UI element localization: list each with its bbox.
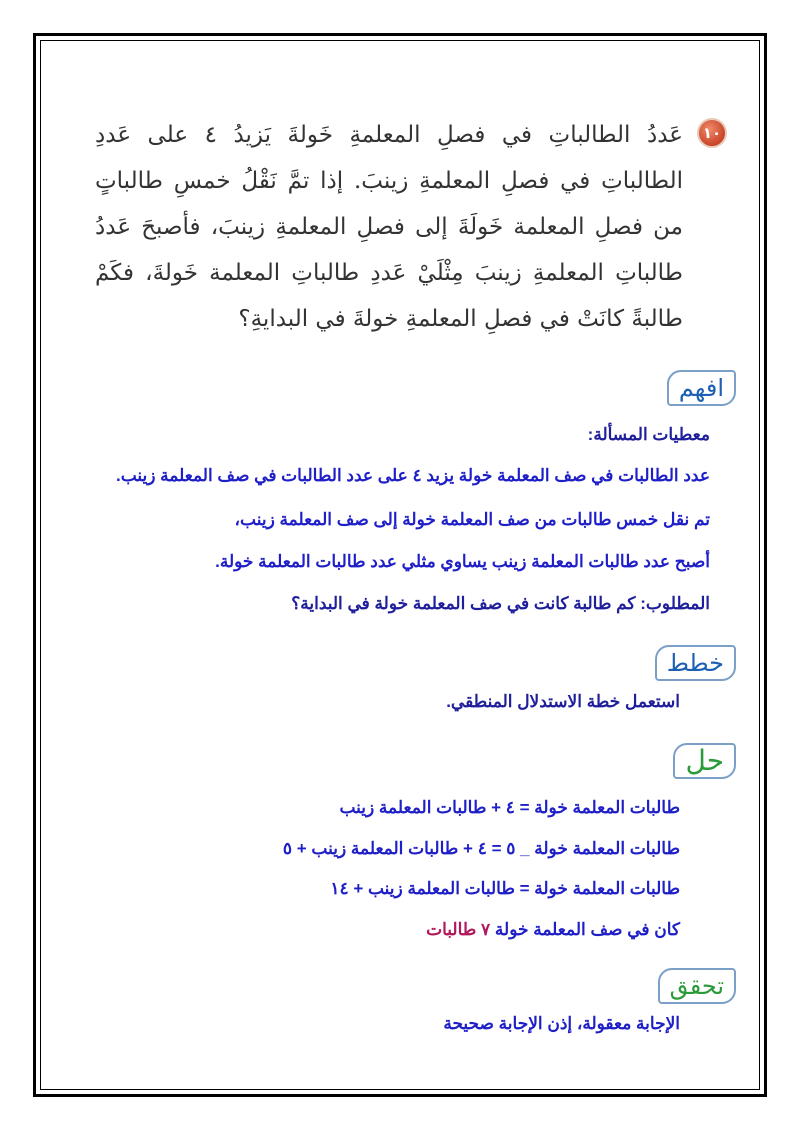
given-3: أصبح عدد طالبات المعلمة زينب يساوي مثلي عدد طالبات المعلمة خولة. — [215, 552, 710, 571]
solve-answer — [426, 920, 680, 940]
solve-label: حل — [673, 743, 736, 779]
problem-block — [95, 112, 722, 342]
problem-text: عَددُ الطالباتِ في فصلِ المعلمةِ خَولةَ يَزيدُ ٤ على عَددِ الطالباتِ في فصلِ المعلمةِ زينبَ. إذا تمَّ نَقْلُ خمسِ طالباتٍ من فصلِ المعلمة خَولَةَ إلى فصلِ المعلمةِ زينبَ، فأصبحَ عَددُ طالباتِ المعلمةِ زينبَ مِثْلَيْ عَددِ طالباتِ المعلمة خَولةَ، فكَمْ طالبةً كانَتْ في فصلِ المعلمةِ خولةَ في البدايةِ؟ — [95, 122, 683, 332]
understand-label: افهم — [667, 370, 736, 406]
solve-step-2: طالبات المعلمة خولة _ ٥ = ٤ + طالبات المعلمة زينب + ٥ — [282, 839, 680, 858]
check-text: الإجابة معقولة، إذن الإجابة صحيحة — [443, 1014, 680, 1033]
answer-prefix: كان في صف المعلمة خولة — [494, 920, 680, 939]
check-label: تحقق — [658, 968, 736, 1004]
plan-label: خطط — [655, 645, 736, 681]
givens-title: معطيات المسألة: — [587, 425, 710, 444]
answer-value: ٧ طالبات — [426, 920, 491, 939]
plan-text: استعمل خطة الاستدلال المنطقي. — [446, 692, 680, 711]
solve-step-3: طالبات المعلمة خولة = طالبات المعلمة زينب + ١٤ — [330, 879, 680, 898]
given-2: تم نقل خمس طالبات من صف المعلمة خولة إلى صف المعلمة زينب، — [234, 510, 710, 529]
required-question: المطلوب: كم طالبة كانت في صف المعلمة خولة في البداية؟ — [291, 594, 710, 613]
problem-number-badge: ١٠ — [697, 118, 727, 148]
given-1: عدد الطالبات في صف المعلمة خولة يزيد ٤ على عدد الطالبات في صف المعلمة زينب. — [115, 466, 710, 485]
solve-step-1: طالبات المعلمة خولة = ٤ + طالبات المعلمة زينب — [339, 798, 680, 817]
